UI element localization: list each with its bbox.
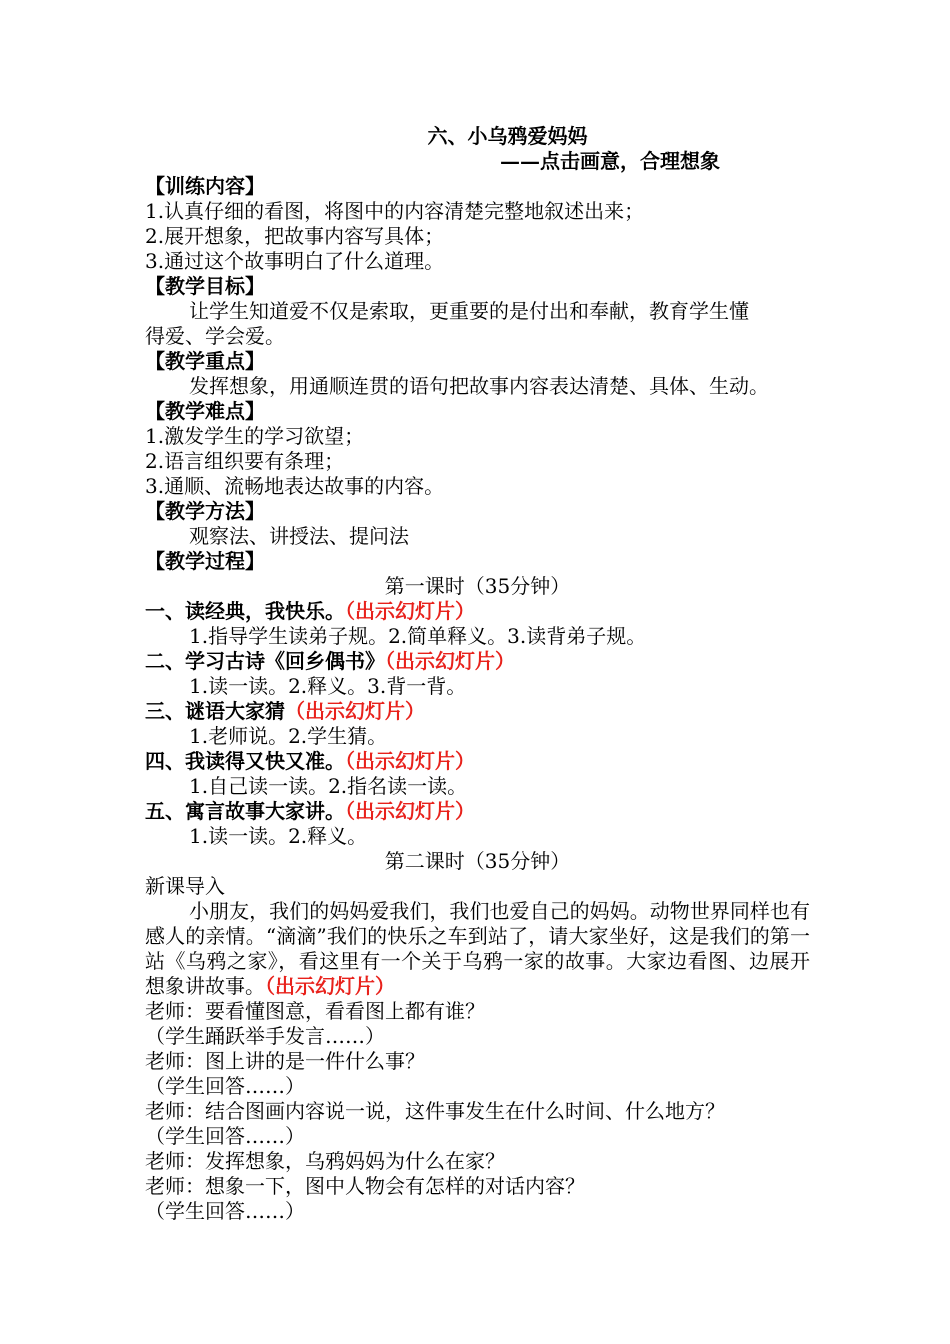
process-part-2 [145, 649, 810, 674]
part-body: 1.读一读。2.释义。3.背一背。 [189, 674, 467, 698]
part-heading: 四、我读得又快又准。 [145, 749, 345, 773]
dialogue-line: 老师：图上讲的是一件什么事？ [145, 1049, 425, 1073]
section-header-training: 【训练内容】 [145, 174, 265, 198]
dialogue-line: 老师：要看懂图意，看看图上都有谁？ [145, 999, 485, 1023]
intro-text: 小朋友，我们的妈妈爱我们，我们也爱自己的妈妈。动物世界同样也有感人的亲情。“滴滴”我们的快乐之车到站了，请大家坐好，这是我们的第一站《乌鸦之家》，看这里有一个关于乌鸦一家的故事。大家边看图、边展开想象讲故事。 [145, 899, 810, 998]
dialogue-line: （学生回答……） [145, 1199, 305, 1223]
part-heading: 一、读经典，我快乐。 [145, 599, 345, 623]
dialogue-line: （学生踊跃举手发言……） [145, 1024, 385, 1048]
process-part-4 [145, 749, 810, 774]
method-text: 观察法、讲授法、提问法 [189, 524, 409, 548]
part-heading: 二、学习古诗《回乡偶书》 [145, 649, 385, 673]
lesson2-heading: 第二课时（35分钟） [384, 849, 571, 873]
part-body: 1.指导学生读弟子规。2.简单释义。3.读背弟子规。 [189, 624, 647, 648]
intro-paragraph [145, 899, 810, 999]
difficulty-item: 2.语言组织要有条理； [145, 449, 345, 473]
difficulty-item: 1.激发学生的学习欲望； [145, 424, 365, 448]
dialogue-line: （学生回答……） [145, 1074, 305, 1098]
training-item: 2.展开想象，把故事内容写具体； [145, 224, 445, 248]
process-part-3 [145, 699, 810, 724]
dialogue-line: 老师：结合图画内容说一说，这件事发生在什么时间、什么地方？ [145, 1099, 725, 1123]
dialogue-line: 老师：发挥想象，乌鸦妈妈为什么在家？ [145, 1149, 505, 1173]
part-heading: 五、寓言故事大家讲。 [145, 799, 345, 823]
section-header-method: 【教学方法】 [145, 499, 265, 523]
section-header-difficulty: 【教学难点】 [145, 399, 265, 423]
lesson-subtitle: ——点击画意，合理想象 [500, 149, 720, 173]
section-header-focus: 【教学重点】 [145, 349, 265, 373]
dialogue-line: 老师：想象一下，图中人物会有怎样的对话内容？ [145, 1174, 585, 1198]
lesson1-heading: 第一课时（35分钟） [384, 574, 571, 598]
slide-note: （出示幻灯片） [385, 649, 515, 673]
slide-note: （出示幻灯片） [345, 799, 475, 823]
training-item: 1.认真仔细的看图，将图中的内容清楚完整地叙述出来； [145, 199, 645, 223]
section-header-process: 【教学过程】 [145, 549, 265, 573]
focus-text: 发挥想象，用通顺连贯的语句把故事内容表达清楚、具体、生动。 [189, 374, 769, 398]
part-body: 1.读一读。2.释义。 [189, 824, 368, 848]
document [145, 124, 810, 1224]
difficulty-item: 3.通顺、流畅地表达故事的内容。 [145, 474, 445, 498]
section-header-goal: 【教学目标】 [145, 274, 265, 298]
process-part-1 [145, 599, 810, 624]
goal-text-line1: 让学生知道爱不仅是索取，更重要的是付出和奉献，教育学生懂 [189, 299, 749, 323]
slide-note: （出示幻灯片） [345, 749, 475, 773]
part-heading: 三、谜语大家猜 [145, 699, 285, 723]
intro-label: 新课导入 [145, 874, 225, 898]
lesson-title: 六、小乌鸦爱妈妈 [427, 124, 588, 148]
goal-text-line2: 得爱、学会爱。 [145, 324, 285, 348]
slide-note: （出示幻灯片） [345, 599, 475, 623]
training-item: 3.通过这个故事明白了什么道理。 [145, 249, 445, 273]
slide-note: （出示幻灯片） [285, 699, 425, 723]
part-body: 1.老师说。2.学生猜。 [189, 724, 388, 748]
dialogue-line: （学生回答……） [145, 1124, 305, 1148]
slide-note: （出示幻灯片） [265, 974, 395, 998]
part-body: 1.自己读一读。2.指名读一读。 [189, 774, 468, 798]
process-part-5 [145, 799, 810, 824]
